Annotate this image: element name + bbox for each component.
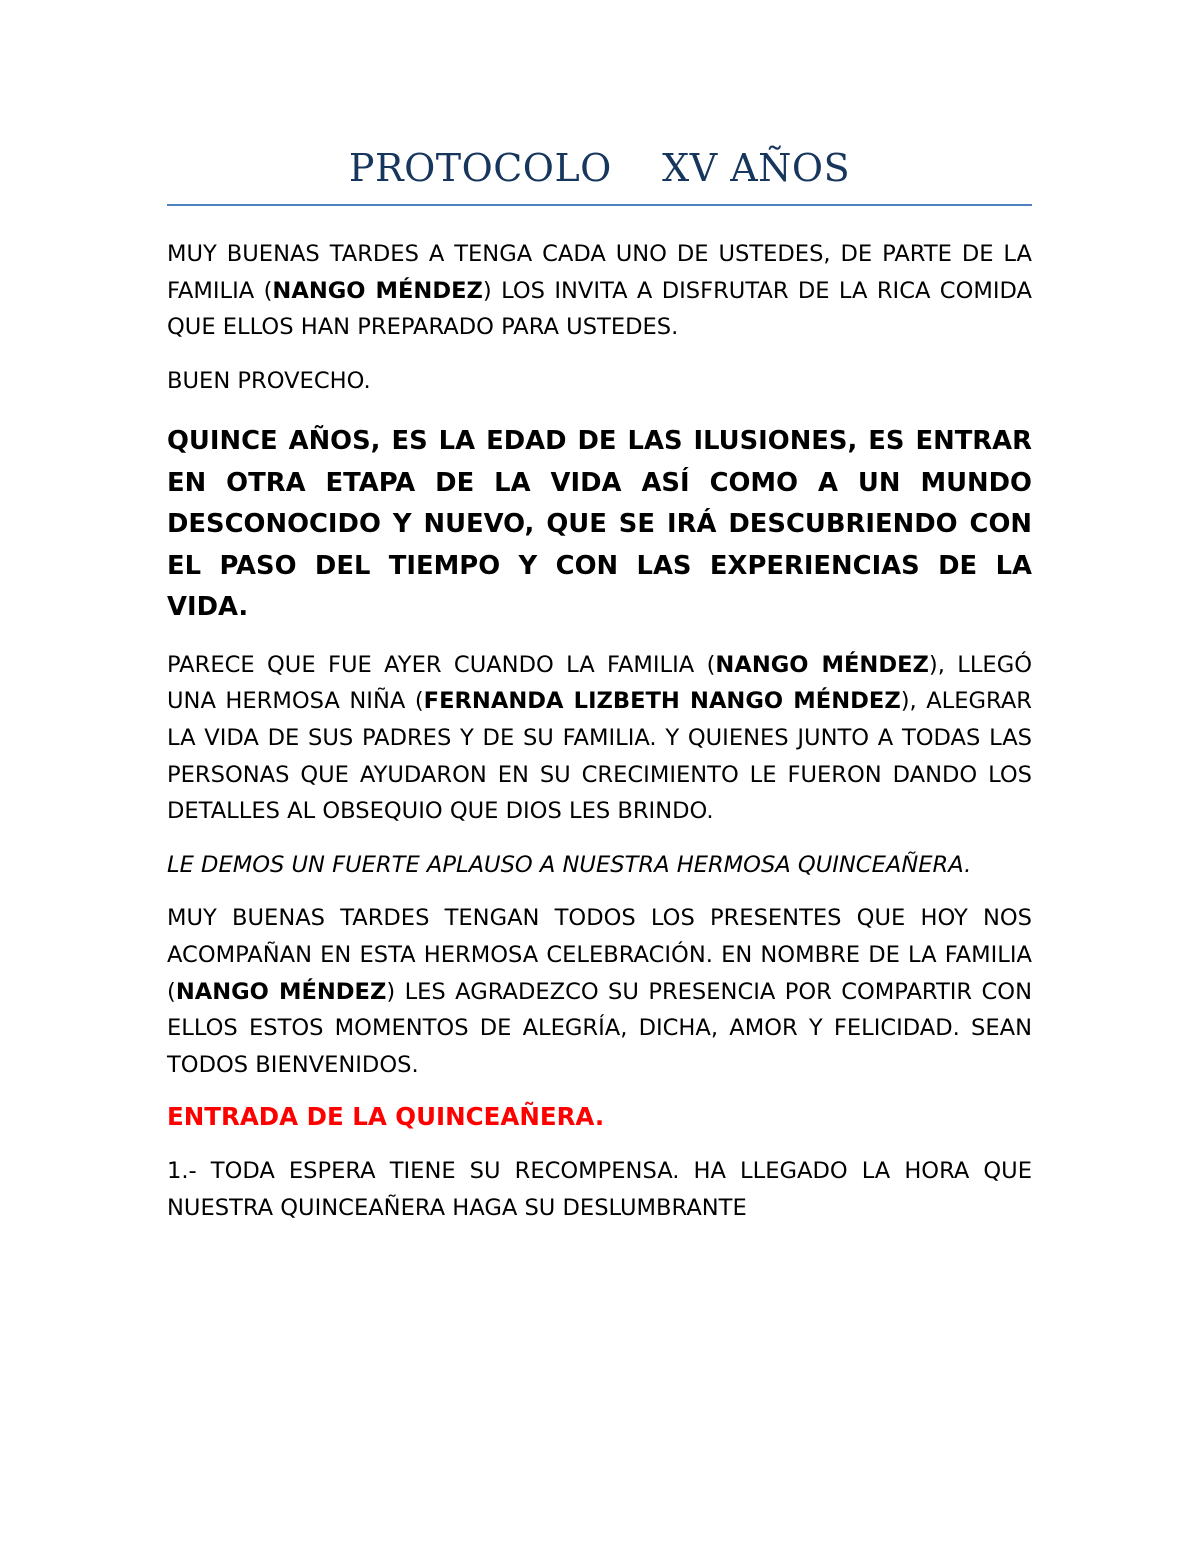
list-item: 1.- TODA ESPERA TIENE SU RECOMPENSA. HA LLEGADO LA HORA QUE NUESTRA QUINCEAÑERA HAGA SU DESLUMBRANTE xyxy=(167,1158,1032,1221)
girl-name: FERNANDA LIZBETH NANGO MÉNDEZ xyxy=(423,688,901,715)
thanks-paragraph xyxy=(167,900,1032,1083)
greeting-text-2: ) LOS INVITA A DISFRUTAR DE LA RICA COMIDA QUE ELLOS HAN PREPARADO PARA USTEDES. xyxy=(167,277,1032,341)
entrada-heading: ENTRADA DE LA QUINCEAÑERA. xyxy=(167,1102,605,1132)
story-text-3: ), ALEGRAR LA VIDA DE SUS PADRES Y DE SU FAMILIA. Y QUIENES JUNTO A TODAS LAS PERSONAS QUE AYUDARON EN SU CRECIMIENTO LE FUERON DANDO LOS DETALLES AL OBSEQUIO QUE DIOS LES BRINDO. xyxy=(167,688,1032,825)
applause-paragraph: LE DEMOS UN FUERTE APLAUSO A NUESTRA HERMOSA QUINCEAÑERA. xyxy=(167,851,972,878)
thanks-text-2: ) LES AGRADEZCO SU PRESENCIA POR COMPARTIR CON ELLOS ESTOS MOMENTOS DE ALEGRÍA, DICHA, AMOR Y FELICIDAD. SEAN TODOS BIENVENIDOS. xyxy=(167,978,1032,1078)
document-page xyxy=(167,140,1032,1226)
greeting-paragraph xyxy=(167,236,1032,346)
family-name: NANGO MÉNDEZ xyxy=(175,978,387,1005)
title-block xyxy=(167,140,1032,206)
buen-provecho: BUEN PROVECHO. xyxy=(167,367,371,394)
story-paragraph xyxy=(167,647,1032,830)
quote-paragraph: QUINCE AÑOS, ES LA EDAD DE LAS ILUSIONES, ES ENTRAR EN OTRA ETAPA DE LA VIDA ASÍ COMO A UN MUNDO DESCONOCIDO Y NUEVO, QUE SE IRÁ DESCUBRIENDO CON EL PASO DEL TIEMPO Y CON LAS EXPERIENCIAS DE LA VIDA. xyxy=(167,426,1032,623)
story-text-2: ), LLEGÓ UNA HERMOSA NIÑA ( xyxy=(167,651,1032,715)
family-name: NANGO MÉNDEZ xyxy=(272,277,483,304)
greeting-text-1: MUY BUENAS TARDES A TENGA CADA UNO DE USTEDES, DE PARTE DE LA FAMILIA ( xyxy=(167,241,1032,304)
story-text-1: PARECE QUE FUE AYER CUANDO LA FAMILIA ( xyxy=(167,651,716,678)
family-name: NANGO MÉNDEZ xyxy=(715,651,929,678)
document-title: PROTOCOLO XV AÑOS xyxy=(348,146,851,190)
thanks-text-1: MUY BUENAS TARDES TENGAN TODOS LOS PRESENTES QUE HOY NOS ACOMPAÑAN EN ESTA HERMOSA CELEBRACIÓN. EN NOMBRE DE LA FAMILIA ( xyxy=(167,905,1032,1005)
